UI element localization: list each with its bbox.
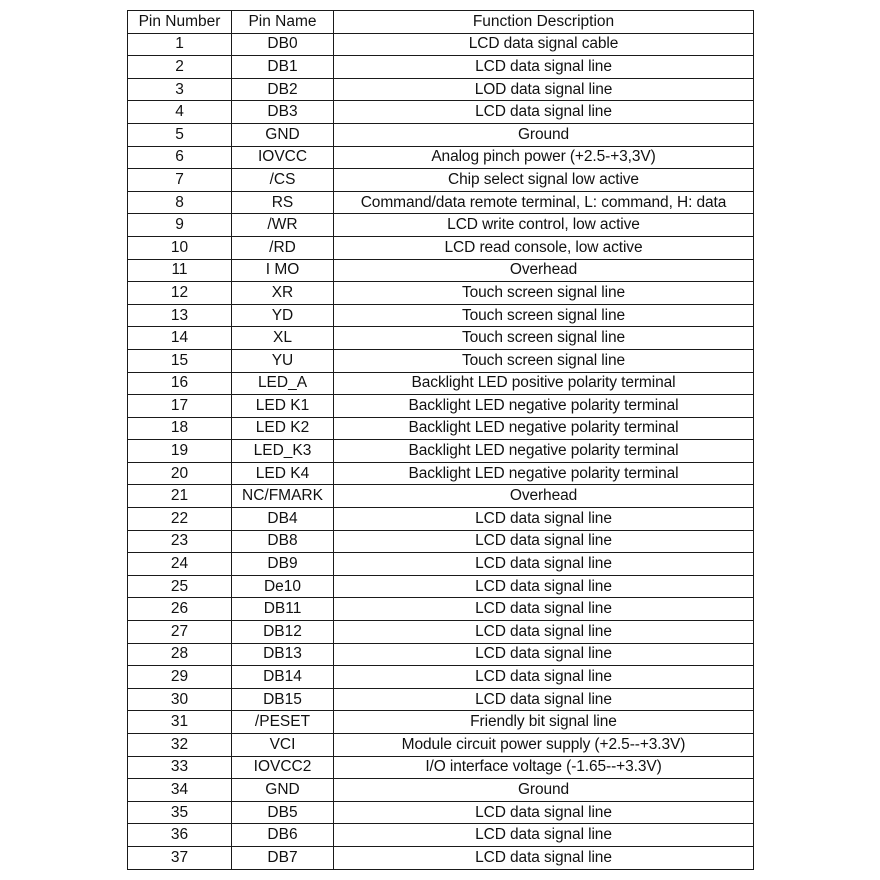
table-row (128, 191, 754, 214)
pin-name-cell: XL (232, 327, 334, 350)
table-row (128, 101, 754, 124)
pin-number-cell: 21 (128, 485, 232, 508)
function-cell: Backlight LED negative polarity terminal (334, 462, 754, 485)
pin-name-cell: LED_A (232, 372, 334, 395)
function-cell: LCD read console, low active (334, 236, 754, 259)
pin-name-cell: DB15 (232, 688, 334, 711)
pin-name-cell: DB11 (232, 598, 334, 621)
pin-name-cell: DB2 (232, 78, 334, 101)
table-row (128, 711, 754, 734)
pin-number-cell: 37 (128, 846, 232, 869)
table-row (128, 146, 754, 169)
pin-name-cell: GND (232, 779, 334, 802)
pin-number-cell: 18 (128, 417, 232, 440)
function-cell: Touch screen signal line (334, 327, 754, 350)
pin-number-cell: 25 (128, 575, 232, 598)
table-row (128, 801, 754, 824)
pin-number-cell: 22 (128, 508, 232, 531)
pin-name-cell: I MO (232, 259, 334, 282)
table-row (128, 643, 754, 666)
pin-number-cell: 11 (128, 259, 232, 282)
pin-number-cell: 24 (128, 553, 232, 576)
function-cell: LCD data signal line (334, 553, 754, 576)
table-row (128, 236, 754, 259)
function-cell: Command/data remote terminal, L: command, H: data (334, 191, 754, 214)
function-cell: LCD data signal line (334, 575, 754, 598)
pin-number-cell: 27 (128, 621, 232, 644)
pin-number-cell: 2 (128, 56, 232, 79)
pin-name-cell: DB13 (232, 643, 334, 666)
table-row (128, 824, 754, 847)
pin-name-cell: LED K2 (232, 417, 334, 440)
function-cell: LOD data signal line (334, 78, 754, 101)
pin-name-cell: RS (232, 191, 334, 214)
function-cell: LCD data signal line (334, 508, 754, 531)
header-pin-number: Pin Number (128, 11, 232, 34)
table-header-row (128, 11, 754, 34)
function-cell: Friendly bit signal line (334, 711, 754, 734)
function-cell: Analog pinch power (+2.5-+3,3V) (334, 146, 754, 169)
pin-name-cell: /PESET (232, 711, 334, 734)
pin-name-cell: LED_K3 (232, 440, 334, 463)
header-pin-name: Pin Name (232, 11, 334, 34)
pin-name-cell: DB1 (232, 56, 334, 79)
function-cell: Ground (334, 123, 754, 146)
function-cell: Touch screen signal line (334, 349, 754, 372)
table-row (128, 779, 754, 802)
function-cell: LCD data signal line (334, 101, 754, 124)
table-row (128, 214, 754, 237)
pin-number-cell: 19 (128, 440, 232, 463)
pin-number-cell: 34 (128, 779, 232, 802)
pin-definition-table (127, 10, 754, 870)
table-row (128, 169, 754, 192)
header-function-description: Function Description (334, 11, 754, 34)
pin-number-cell: 10 (128, 236, 232, 259)
table-row (128, 846, 754, 869)
function-cell: Backlight LED negative polarity terminal (334, 440, 754, 463)
pin-name-cell: DB5 (232, 801, 334, 824)
function-cell: LCD data signal line (334, 621, 754, 644)
function-cell: LCD data signal line (334, 801, 754, 824)
function-cell: LCD data signal cable (334, 33, 754, 56)
function-cell: Module circuit power supply (+2.5--+3.3V) (334, 734, 754, 757)
pin-name-cell: DB8 (232, 530, 334, 553)
pin-name-cell: DB14 (232, 666, 334, 689)
pin-number-cell: 35 (128, 801, 232, 824)
pin-name-cell: YU (232, 349, 334, 372)
table-row (128, 621, 754, 644)
table-row (128, 462, 754, 485)
table-row (128, 259, 754, 282)
function-cell: LCD data signal line (334, 643, 754, 666)
pin-name-cell: /RD (232, 236, 334, 259)
pin-name-cell: VCI (232, 734, 334, 757)
pin-name-cell: DB12 (232, 621, 334, 644)
pin-name-cell: IOVCC (232, 146, 334, 169)
pin-number-cell: 17 (128, 395, 232, 418)
pin-number-cell: 8 (128, 191, 232, 214)
function-cell: LCD write control, low active (334, 214, 754, 237)
table-row (128, 530, 754, 553)
function-cell: Backlight LED negative polarity terminal (334, 417, 754, 440)
pin-name-cell: DB3 (232, 101, 334, 124)
pin-name-cell: DB0 (232, 33, 334, 56)
table-row (128, 349, 754, 372)
pin-number-cell: 4 (128, 101, 232, 124)
pin-number-cell: 6 (128, 146, 232, 169)
table-row (128, 508, 754, 531)
table-row (128, 598, 754, 621)
table-row (128, 485, 754, 508)
function-cell: LCD data signal line (334, 666, 754, 689)
table-row (128, 78, 754, 101)
table-row (128, 304, 754, 327)
pin-number-cell: 16 (128, 372, 232, 395)
pin-name-cell: De10 (232, 575, 334, 598)
pin-number-cell: 13 (128, 304, 232, 327)
pin-number-cell: 23 (128, 530, 232, 553)
function-cell: Touch screen signal line (334, 304, 754, 327)
function-cell: Chip select signal low active (334, 169, 754, 192)
pin-number-cell: 32 (128, 734, 232, 757)
table-row (128, 327, 754, 350)
pin-number-cell: 28 (128, 643, 232, 666)
pin-number-cell: 5 (128, 123, 232, 146)
pin-number-cell: 12 (128, 282, 232, 305)
pin-number-cell: 7 (128, 169, 232, 192)
function-cell: LCD data signal line (334, 846, 754, 869)
function-cell: Ground (334, 779, 754, 802)
pin-number-cell: 29 (128, 666, 232, 689)
pin-number-cell: 1 (128, 33, 232, 56)
function-cell: Backlight LED negative polarity terminal (334, 395, 754, 418)
table-row (128, 282, 754, 305)
table-row (128, 734, 754, 757)
pin-name-cell: /CS (232, 169, 334, 192)
pin-number-cell: 36 (128, 824, 232, 847)
function-cell: Touch screen signal line (334, 282, 754, 305)
function-cell: Backlight LED positive polarity terminal (334, 372, 754, 395)
table-row (128, 56, 754, 79)
table-row (128, 33, 754, 56)
pin-number-cell: 26 (128, 598, 232, 621)
pin-name-cell: NC/FMARK (232, 485, 334, 508)
table-row (128, 666, 754, 689)
function-cell: LCD data signal line (334, 688, 754, 711)
pin-number-cell: 31 (128, 711, 232, 734)
function-cell: LCD data signal line (334, 824, 754, 847)
pin-name-cell: DB7 (232, 846, 334, 869)
pin-name-cell: /WR (232, 214, 334, 237)
function-cell: LCD data signal line (334, 56, 754, 79)
table-row (128, 553, 754, 576)
pin-number-cell: 20 (128, 462, 232, 485)
table-body (128, 33, 754, 869)
pin-name-cell: DB4 (232, 508, 334, 531)
table-row (128, 688, 754, 711)
function-cell: LCD data signal line (334, 530, 754, 553)
pin-name-cell: XR (232, 282, 334, 305)
function-cell: Overhead (334, 485, 754, 508)
table-row (128, 123, 754, 146)
pin-number-cell: 33 (128, 756, 232, 779)
table-row (128, 575, 754, 598)
pin-name-cell: LED K4 (232, 462, 334, 485)
table-row (128, 372, 754, 395)
pin-number-cell: 14 (128, 327, 232, 350)
function-cell: Overhead (334, 259, 754, 282)
table-row (128, 395, 754, 418)
pin-number-cell: 15 (128, 349, 232, 372)
function-cell: LCD data signal line (334, 598, 754, 621)
pin-number-cell: 3 (128, 78, 232, 101)
table-row (128, 417, 754, 440)
table-row (128, 440, 754, 463)
pin-number-cell: 9 (128, 214, 232, 237)
pin-number-cell: 30 (128, 688, 232, 711)
pin-name-cell: IOVCC2 (232, 756, 334, 779)
pin-name-cell: DB9 (232, 553, 334, 576)
pin-name-cell: GND (232, 123, 334, 146)
table-row (128, 756, 754, 779)
pin-name-cell: YD (232, 304, 334, 327)
function-cell: I/O interface voltage (-1.65--+3.3V) (334, 756, 754, 779)
pin-name-cell: DB6 (232, 824, 334, 847)
pin-name-cell: LED K1 (232, 395, 334, 418)
